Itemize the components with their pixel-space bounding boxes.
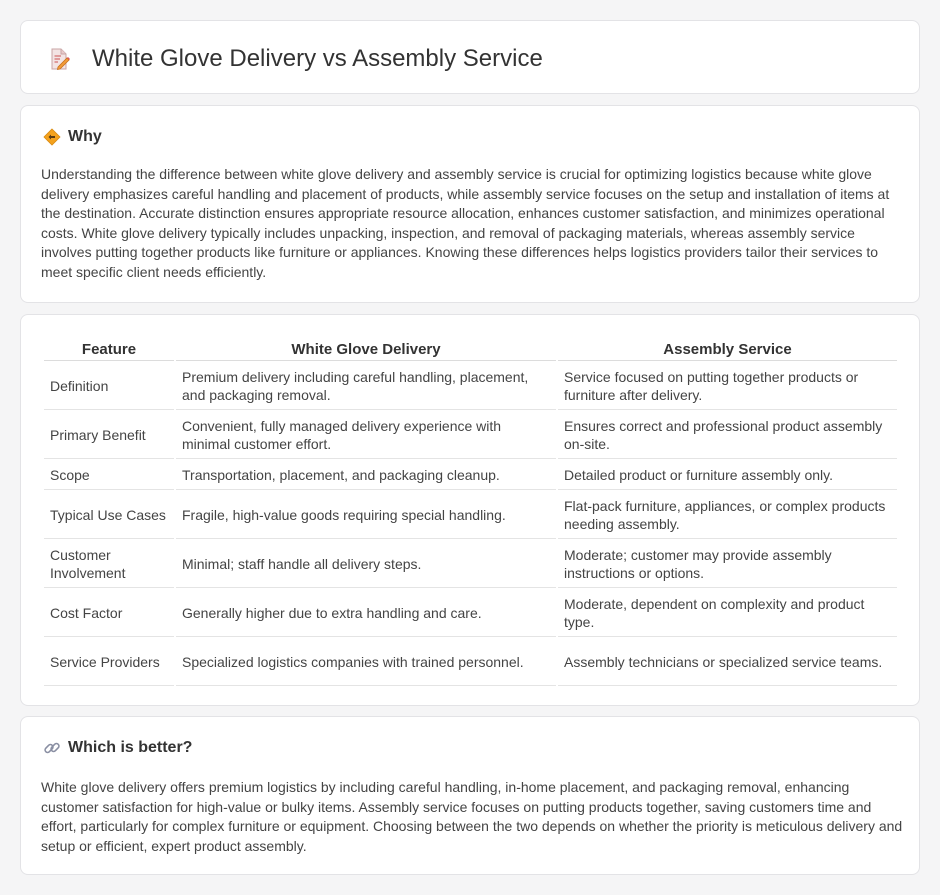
assembly-cell: Moderate; customer may provide assembly instructions or options. [558, 541, 897, 588]
header-white-glove: White Glove Delivery [176, 338, 556, 361]
white-glove-cell: Fragile, high-value goods requiring special handling. [176, 492, 556, 539]
comparison-table [42, 336, 899, 688]
table-row [44, 590, 897, 637]
assembly-cell: Service focused on putting together products or furniture after delivery. [558, 363, 897, 410]
feature-cell: Service Providers [44, 639, 174, 686]
feature-cell: Customer Involvement [44, 541, 174, 588]
table-row [44, 461, 897, 490]
assembly-cell: Moderate, dependent on complexity and product type. [558, 590, 897, 637]
table-row [44, 492, 897, 539]
feature-cell: Scope [44, 461, 174, 490]
header-assembly: Assembly Service [558, 338, 897, 361]
feature-cell: Definition [44, 363, 174, 410]
feature-cell: Typical Use Cases [44, 492, 174, 539]
why-title: Why [68, 128, 102, 145]
why-text: Understanding the difference between white glove delivery and assembly service is crucial for optimizing logistics because white glove delivery emphasizes careful handling and placement of products, while assembly service focuses on the setup and installation of items at the destination. Accurate distinction ensures appropriate resource allocation, enhances customer satisfaction, and minimizes operational costs. White glove delivery typically includes unpacking, inspection, and removal of packaging materials, whereas assembly service involves putting together products like furniture or appliances. Knowing these differences helps logistics providers tailor their services to meet specific client needs efficiently. [41, 166, 890, 280]
table-row [44, 363, 897, 410]
why-card [20, 105, 920, 303]
table-row [44, 541, 897, 588]
assembly-cell: Detailed product or furniture assembly only. [558, 461, 897, 490]
header-card [20, 20, 920, 94]
feature-cell: Primary Benefit [44, 412, 174, 459]
assembly-cell: Ensures correct and professional product assembly on-site. [558, 412, 897, 459]
white-glove-cell: Minimal; staff handle all delivery steps. [176, 541, 556, 588]
white-glove-cell: Transportation, placement, and packaging cleanup. [176, 461, 556, 490]
white-glove-cell: Convenient, fully managed delivery experience with minimal customer effort. [176, 412, 556, 459]
document-pencil-icon [47, 47, 71, 71]
which-heading [43, 739, 192, 757]
table-row [44, 639, 897, 686]
comparison-card [20, 314, 920, 706]
feature-cell: Cost Factor [44, 590, 174, 637]
why-heading [43, 128, 102, 146]
diamond-sign-icon [43, 128, 61, 146]
table-header-row [44, 338, 897, 361]
white-glove-cell: Generally higher due to extra handling and care. [176, 590, 556, 637]
link-icon [43, 739, 61, 757]
page-title: White Glove Delivery vs Assembly Service [92, 45, 543, 72]
white-glove-cell: Premium delivery including careful handling, placement, and packaging removal. [176, 363, 556, 410]
header-feature: Feature [44, 338, 174, 361]
assembly-cell: Assembly technicians or specialized service teams. [558, 639, 897, 686]
which-text: White glove delivery offers premium logistics by including careful handling, in-home placement, and packaging removal, enhancing customer satisfaction for high-value or bulky items. Assembly service focuses on putting products together, saving customers time and effort, particularly for complex furniture or equipment. Choosing between the two depends on whether the priority is meticulous delivery and setup or efficient, expert product assembly. [41, 779, 903, 854]
white-glove-cell: Specialized logistics companies with trained personnel. [176, 639, 556, 686]
table-row [44, 412, 897, 459]
which-card [20, 716, 920, 875]
assembly-cell: Flat-pack furniture, appliances, or complex products needing assembly. [558, 492, 897, 539]
which-title: Which is better? [68, 739, 193, 756]
